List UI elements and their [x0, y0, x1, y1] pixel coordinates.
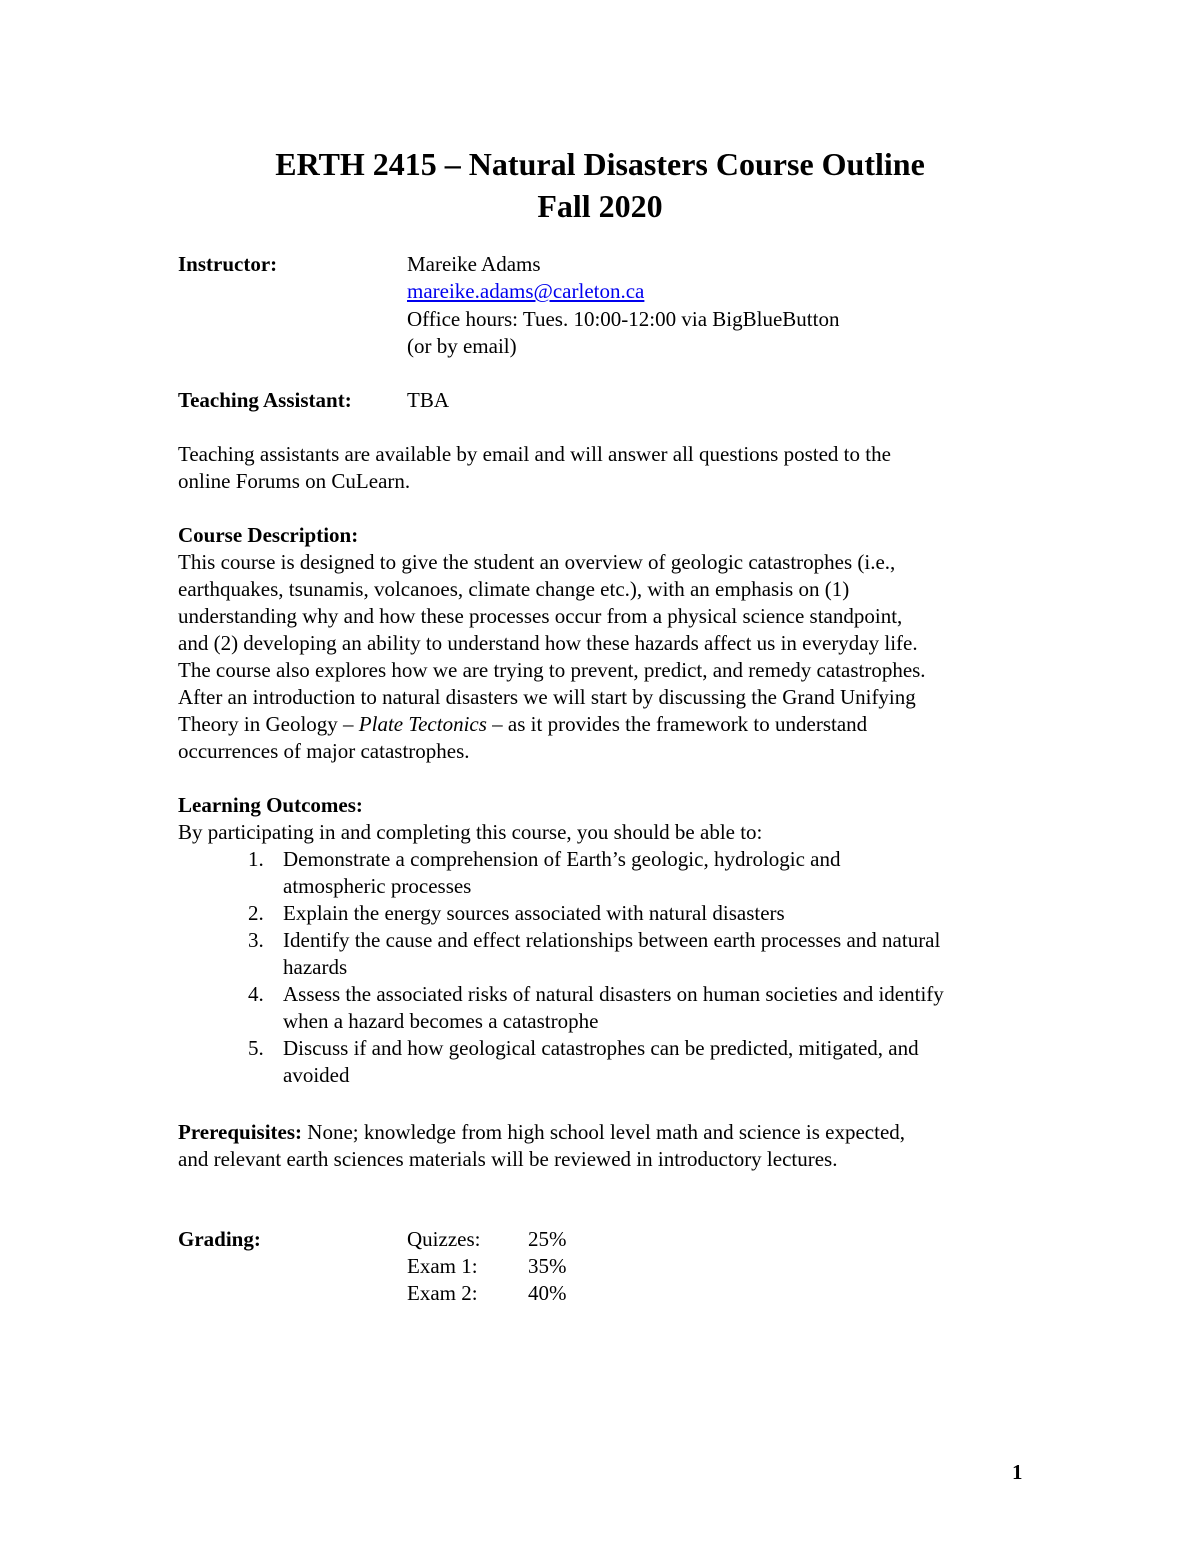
- course-description-heading: Course Description:: [178, 523, 359, 547]
- grading-row: [407, 1280, 567, 1307]
- prerequisites: [178, 1119, 1038, 1173]
- list-item: [248, 900, 1048, 927]
- ta-label: Teaching Assistant:: [178, 388, 352, 412]
- ta-note-line: online Forums on CuLearn.: [178, 469, 411, 493]
- list-item-number: 3.: [248, 928, 264, 952]
- grading-item-name: Quizzes:: [407, 1227, 481, 1251]
- grading-item-name: Exam 1:: [407, 1254, 478, 1278]
- list-item: [248, 1035, 1048, 1089]
- course-description: [178, 522, 1038, 765]
- list-item-text: Explain the energy sources associated with natural disasters: [283, 901, 785, 925]
- grading-label: Grading:: [178, 1227, 261, 1251]
- list-item-text: atmospheric processes: [283, 874, 472, 898]
- course-description-line: This course is designed to give the student an overview of geologic catastrophes (i.e.,: [178, 550, 896, 574]
- course-description-line: and (2) developing an ability to understand how these hazards affect us in everyday life.: [178, 631, 918, 655]
- grading-row: [407, 1253, 567, 1280]
- instructor-label: Instructor:: [178, 252, 278, 276]
- list-item: [248, 927, 1048, 981]
- office-hours: Office hours: Tues. 10:00-12:00 via BigBlueButton: [407, 307, 840, 331]
- course-description-line: understanding why and how these processes occur from a physical science standpoint,: [178, 604, 903, 628]
- course-description-line: The course also explores how we are trying to prevent, predict, and remedy catastrophes.: [178, 658, 926, 682]
- document-title: ERTH 2415 – Natural Disasters Course Outline: [275, 146, 925, 182]
- document-subtitle: Fall 2020: [537, 188, 663, 224]
- office-hours-alt: (or by email): [407, 334, 517, 358]
- plate-tectonics-term: Plate Tectonics: [358, 712, 487, 736]
- list-item-number: 2.: [248, 901, 264, 925]
- list-item-text: Demonstrate a comprehension of Earth’s geologic, hydrologic and: [283, 847, 841, 871]
- prerequisites-line: and relevant earth sciences materials will be reviewed in introductory lectures.: [178, 1147, 838, 1171]
- list-item-number: 4.: [248, 982, 264, 1006]
- course-description-line: earthquakes, tsunamis, volcanoes, climate change etc.), with an emphasis on (1): [178, 577, 850, 601]
- list-item-text: Assess the associated risks of natural disasters on human societies and identify: [283, 982, 944, 1006]
- prerequisites-text: None; knowledge from high school level math and science is expected,: [302, 1120, 906, 1144]
- grading-item-value: 25%: [528, 1227, 567, 1251]
- list-item: [248, 846, 1048, 900]
- ta-note-line: Teaching assistants are available by email and will answer all questions posted to the: [178, 442, 891, 466]
- page-number: 1: [1012, 1460, 1023, 1484]
- list-item: [248, 981, 1048, 1035]
- list-item-text: when a hazard becomes a catastrophe: [283, 1009, 599, 1033]
- list-item-text: avoided: [283, 1063, 350, 1087]
- list-item-text: hazards: [283, 955, 348, 979]
- grading-item-value: 35%: [528, 1254, 567, 1278]
- grading-row: [407, 1226, 567, 1253]
- course-description-line: [178, 711, 1038, 738]
- prerequisites-line: [178, 1119, 1038, 1146]
- learning-outcomes-list: [248, 846, 1048, 1089]
- plate-tectonics-suffix: – as it provides the framework to understand: [486, 712, 868, 736]
- prerequisites-label: Prerequisites:: [178, 1120, 303, 1144]
- learning-outcomes: [178, 792, 1038, 846]
- plate-tectonics-prefix: Theory in Geology –: [178, 712, 359, 736]
- learning-outcomes-intro: By participating in and completing this course, you should be able to:: [178, 820, 763, 844]
- list-item-text: Identify the cause and effect relationships between earth processes and natural: [283, 928, 941, 952]
- list-item-text: Discuss if and how geological catastrophes can be predicted, mitigated, and: [283, 1036, 919, 1060]
- list-item-number: 1.: [248, 847, 264, 871]
- ta-note: [178, 441, 1038, 495]
- grading-item-value: 40%: [528, 1281, 567, 1305]
- list-item-number: 5.: [248, 1036, 264, 1060]
- instructor-name: Mareike Adams: [407, 252, 541, 276]
- course-description-line: After an introduction to natural disasters we will start by discussing the Grand Unifying: [178, 685, 916, 709]
- ta-value: TBA: [407, 388, 449, 412]
- course-description-line: occurrences of major catastrophes.: [178, 739, 470, 763]
- grading-item-name: Exam 2:: [407, 1281, 478, 1305]
- learning-outcomes-heading: Learning Outcomes:: [178, 793, 363, 817]
- instructor-email-link[interactable]: mareike.adams@carleton.ca: [407, 279, 645, 303]
